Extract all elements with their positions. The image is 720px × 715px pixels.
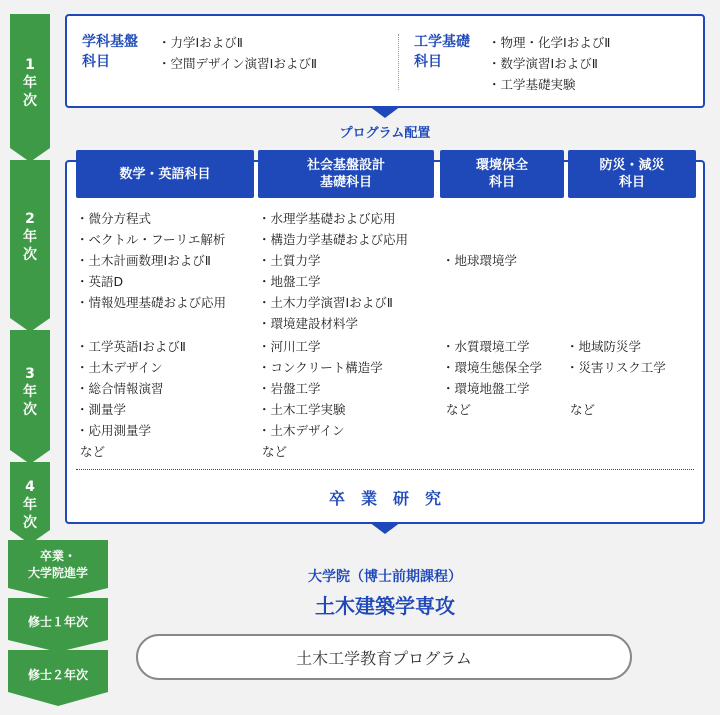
- list-item: ・ 環境建設材料学: [258, 313, 408, 334]
- list-item: ・ 土木デザイン: [258, 420, 383, 441]
- dotted-divider: [76, 469, 694, 470]
- list-item: ・ 英語D: [76, 271, 226, 292]
- list-item: ・ 情報処理基礎および応用: [76, 292, 226, 313]
- list-item: ・ 力学ⅠおよびⅡ: [158, 32, 317, 53]
- graduation-research: 卒 業 研 究: [328, 489, 441, 508]
- stage-label-1: 卒業・ 大学院進学: [27, 549, 88, 580]
- list-item: ・ 土木計画数理ⅠおよびⅡ: [76, 250, 226, 271]
- year3-col4-list: [566, 336, 666, 420]
- year-label-4: 4 年 次: [23, 479, 37, 531]
- grad-school-title: 土木建築学専攻: [315, 594, 455, 618]
- year-label-3: 3 年 次: [23, 366, 37, 418]
- list-item: ・ 水質環境工学: [442, 336, 542, 357]
- header-environment: 環境保全 科目: [440, 150, 564, 198]
- list-item: ・ 工学英語ⅠおよびⅡ: [76, 336, 186, 357]
- list-item: ・ 構造力学基礎および応用: [258, 229, 408, 250]
- header-math-english: 数学・英語科目: [76, 150, 254, 198]
- list-item: ・ 岩盤工学: [258, 378, 383, 399]
- year3-col2-list: [258, 336, 383, 462]
- list-item: ・ 環境地盤工学: [442, 378, 542, 399]
- year3-col1-list: [76, 336, 186, 462]
- list-item: ・ 数学演習ⅠおよびⅡ: [488, 53, 610, 74]
- down-arrow-icon: [369, 522, 401, 534]
- year2-col2-list: [258, 208, 408, 334]
- program-pill-label: 土木工学教育プログラム: [296, 648, 472, 668]
- list-item: ・ 総合情報演習: [76, 378, 186, 399]
- category-label-basic: 学科基盤 科目: [82, 34, 138, 70]
- category-label-engineering: 工学基礎 科目: [414, 34, 470, 70]
- year-label-2: 2 年 次: [23, 211, 37, 263]
- etc-label: など: [446, 402, 472, 417]
- list-spacer: [566, 378, 666, 399]
- list-item: ・ ベクトル・フーリエ解析: [76, 229, 226, 250]
- program-pill: [136, 634, 632, 680]
- list-item: ・ 地球環境学: [442, 250, 517, 271]
- etc-label: など: [80, 444, 106, 459]
- list-item: ・ 地域防災学: [566, 336, 666, 357]
- basic-course-list: [158, 32, 317, 74]
- year2-col3-list: [442, 250, 517, 271]
- stage-label-3: 修士２年次: [27, 668, 88, 682]
- list-item: ・ 河川工学: [258, 336, 383, 357]
- list-item: ・ 災害リスク工学: [566, 357, 666, 378]
- year-label-1: 1 年 次: [23, 57, 37, 109]
- year2-col1-list: [76, 208, 226, 313]
- etc-label: など: [570, 402, 596, 417]
- list-item: ・ 工学基礎実験: [488, 74, 610, 95]
- list-item: ・ 測量学: [76, 399, 186, 420]
- year3-col3-list: [442, 336, 542, 420]
- list-item: ・ 土木工学実験: [258, 399, 383, 420]
- divider: [398, 34, 400, 90]
- list-item: ・ 空間デザイン演習ⅠおよびⅡ: [158, 53, 317, 74]
- list-item: ・ 地盤工学: [258, 271, 408, 292]
- list-item: ・ コンクリート構造学: [258, 357, 383, 378]
- list-item: ・ 微分方程式: [76, 208, 226, 229]
- down-arrow-icon: [369, 106, 401, 118]
- list-item: ・ 物理・化学ⅠおよびⅡ: [488, 32, 610, 53]
- header-disaster: 防災・減災 科目: [568, 150, 696, 198]
- grad-school-subtitle: 大学院（博士前期課程）: [308, 569, 462, 585]
- list-item: ・ 土質力学: [258, 250, 408, 271]
- header-infrastructure: 社会基盤設計 基礎科目: [258, 150, 434, 198]
- list-item: ・ 土木デザイン: [76, 357, 186, 378]
- program-label: プログラム配置: [339, 126, 431, 141]
- etc-label: など: [262, 444, 288, 459]
- stage-label-2: 修士１年次: [27, 615, 88, 629]
- list-item: ・ 土木力学演習ⅠおよびⅡ: [258, 292, 408, 313]
- list-item: ・ 応用測量学: [76, 420, 186, 441]
- list-item: ・ 水理学基礎および応用: [258, 208, 408, 229]
- engineering-course-list: [488, 32, 610, 95]
- list-item: ・ 環境生態保全学: [442, 357, 542, 378]
